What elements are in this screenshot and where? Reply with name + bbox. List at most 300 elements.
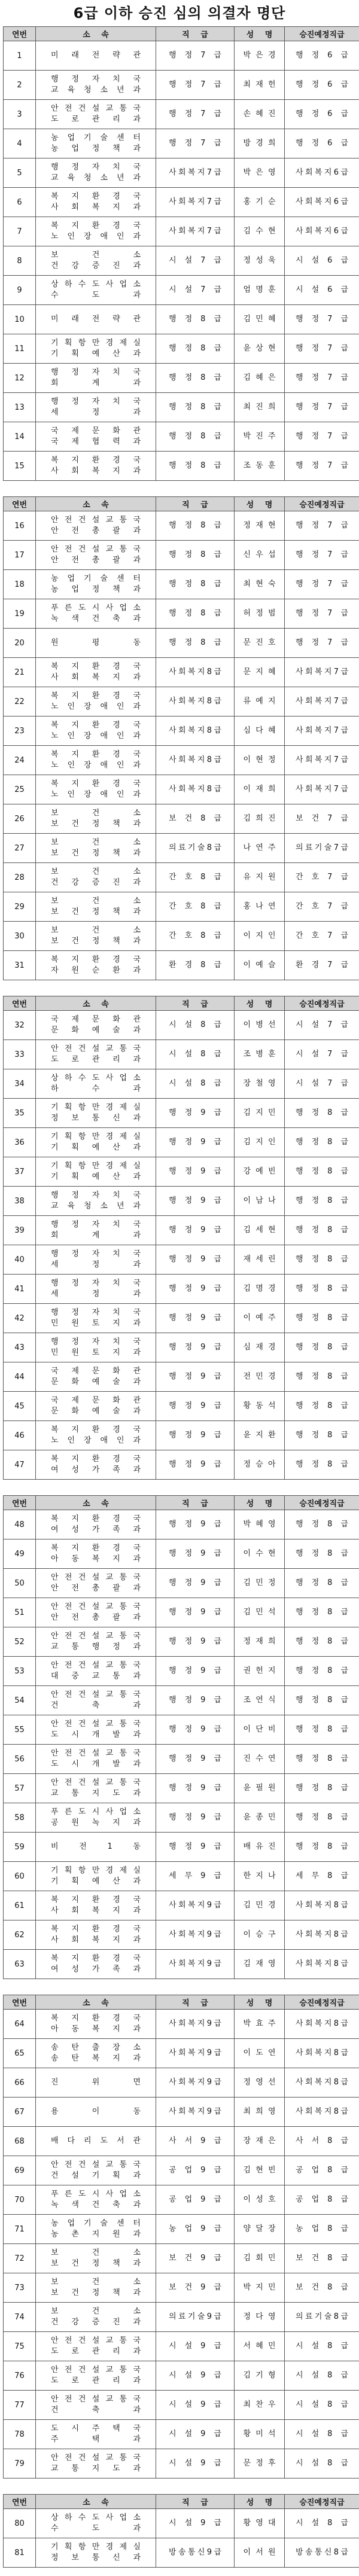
glyph: 건 xyxy=(71,2259,79,2268)
current-rank xyxy=(169,901,221,912)
person-name xyxy=(244,901,276,912)
row-target-rank xyxy=(285,2068,359,2098)
row-number: 23 xyxy=(4,717,36,746)
column-header-affiliation: 소 속 xyxy=(36,1496,156,1510)
target-rank xyxy=(296,2136,348,2147)
row-name xyxy=(235,951,285,980)
glyph: 지 xyxy=(112,1906,120,1915)
glyph: 산 xyxy=(112,1172,120,1181)
glyph: 9 xyxy=(200,1637,206,1646)
row-number: 56 xyxy=(4,1745,36,1774)
person-name xyxy=(244,960,276,971)
row-affiliation xyxy=(36,541,156,570)
glyph: 8 xyxy=(333,1959,339,1968)
affiliation-org xyxy=(51,2365,141,2376)
glyph: 급 xyxy=(214,2136,221,2145)
glyph: 년 xyxy=(116,86,124,94)
glyph: 황 xyxy=(243,2429,251,2438)
glyph: 복 xyxy=(92,203,100,212)
glyph: 설 xyxy=(184,2371,193,2380)
glyph: 도 xyxy=(112,2464,120,2473)
glyph: 정 xyxy=(311,1460,320,1469)
current-rank xyxy=(169,2136,221,2147)
column-header-name: 성 명 xyxy=(235,497,285,511)
person-name xyxy=(244,2518,276,2529)
glyph: 보 xyxy=(51,2278,59,2287)
glyph: 급 xyxy=(214,2283,221,2292)
glyph: 치 xyxy=(112,397,120,406)
row-rank xyxy=(156,158,235,188)
row-target-rank xyxy=(285,1920,359,1950)
row-name xyxy=(235,1539,285,1569)
row-affiliation xyxy=(36,1657,156,1686)
glyph: 축 xyxy=(92,2406,100,2415)
glyph: 급 xyxy=(340,227,348,236)
glyph: 른 xyxy=(64,1807,72,1816)
glyph: 시 xyxy=(71,1760,79,1769)
glyph: 회 xyxy=(305,197,313,206)
target-rank xyxy=(296,1548,348,1559)
glyph: 급 xyxy=(214,1696,221,1705)
glyph: 설 xyxy=(92,1778,100,1787)
glyph: 과 xyxy=(133,2553,141,2562)
row-target-rank xyxy=(285,2361,359,2391)
row-name xyxy=(235,1803,285,1833)
glyph: 농 xyxy=(51,2219,59,2228)
glyph: 국 xyxy=(133,1249,141,1258)
glyph: 수 xyxy=(255,1549,263,1558)
table-row xyxy=(4,2010,359,2039)
glyph: 심 xyxy=(243,1343,251,1352)
glyph: 장 xyxy=(83,790,92,799)
table-row xyxy=(4,1569,359,1598)
glyph: 급 xyxy=(214,1431,221,1440)
affiliation-org xyxy=(51,1220,141,1230)
person-name xyxy=(244,1313,276,1324)
glyph: 행 xyxy=(169,1813,177,1822)
glyph: 행 xyxy=(169,80,177,89)
row-rank xyxy=(156,217,235,246)
affiliation-org xyxy=(51,1249,141,1260)
row-affiliation xyxy=(36,599,156,629)
row-name xyxy=(235,1040,285,1069)
glyph: 후 xyxy=(267,2459,276,2468)
glyph: 업 xyxy=(67,133,75,142)
row-number: 64 xyxy=(4,2010,36,2039)
glyph: 행 xyxy=(169,1842,177,1851)
glyph: 복 xyxy=(187,2107,196,2116)
row-number: 3 xyxy=(4,100,36,129)
glyph: 복 xyxy=(51,750,59,759)
glyph: 9 xyxy=(200,2136,206,2145)
glyph: 도 xyxy=(78,2190,86,2199)
row-affiliation xyxy=(36,511,156,541)
glyph: 예 xyxy=(92,1377,100,1386)
glyph: 회 xyxy=(178,227,186,236)
target-rank xyxy=(296,667,348,678)
glyph: 제 xyxy=(119,1866,127,1875)
glyph: 통 xyxy=(314,2548,323,2557)
glyph: 지 xyxy=(112,1935,120,1944)
glyph: 은 xyxy=(267,373,276,382)
target-rank xyxy=(296,2547,348,2558)
affiliation-org xyxy=(51,1602,141,1612)
affiliation-unit xyxy=(51,760,141,771)
row-rank xyxy=(156,246,235,276)
glyph: 로 xyxy=(71,115,79,124)
glyph: 리 xyxy=(112,2376,120,2385)
glyph: 급 xyxy=(214,580,221,589)
glyph: 경 xyxy=(105,2543,114,2551)
glyph: 이 xyxy=(243,755,251,764)
glyph: 터 xyxy=(133,574,141,583)
affiliation-org xyxy=(51,896,141,907)
glyph: 지 xyxy=(112,467,120,475)
target-rank xyxy=(296,608,348,619)
glyph: 은 xyxy=(255,168,263,177)
current-rank xyxy=(169,285,221,295)
glyph: 급 xyxy=(214,2548,221,2557)
row-number: 38 xyxy=(4,1187,36,1216)
row-number: 32 xyxy=(4,1011,36,1040)
glyph: 급 xyxy=(214,697,221,706)
row-rank xyxy=(156,2127,235,2156)
row-target-rank xyxy=(285,1450,359,1480)
row-affiliation xyxy=(36,1245,156,1275)
affiliation-org xyxy=(51,1161,141,1172)
glyph: 급 xyxy=(214,755,221,764)
glyph: 건 xyxy=(78,1044,86,1053)
glyph: 녹 xyxy=(92,1818,100,1827)
row-target-rank xyxy=(285,305,359,334)
glyph: 만 xyxy=(92,1103,100,1112)
glyph: 재 xyxy=(255,1637,263,1646)
glyph: 설 xyxy=(92,1749,100,1758)
glyph: 설 xyxy=(184,1079,193,1088)
glyph: 행 xyxy=(169,1255,177,1264)
glyph: 인 xyxy=(67,702,75,711)
glyph: 급 xyxy=(340,1108,348,1117)
glyph: 정 xyxy=(71,163,79,172)
glyph: 6 xyxy=(333,197,339,206)
glyph: 지 xyxy=(324,2019,332,2028)
glyph: 송 xyxy=(51,2054,59,2063)
column-header-rank: 직 급 xyxy=(156,996,235,1011)
glyph: 지 xyxy=(71,1455,79,1464)
row-target-rank xyxy=(285,2010,359,2039)
column-header-target: 승진예정직급 xyxy=(285,1995,359,2010)
glyph: 현 xyxy=(267,227,276,236)
glyph: 공 xyxy=(169,2195,177,2204)
table-row xyxy=(4,41,359,71)
glyph: 행 xyxy=(169,109,177,118)
glyph: 족 xyxy=(112,1525,120,1534)
glyph: 과 xyxy=(133,1202,141,1211)
row-target-rank xyxy=(285,922,359,951)
current-rank xyxy=(169,255,221,266)
glyph: 복 xyxy=(314,697,323,706)
current-rank xyxy=(169,1284,221,1294)
glyph: 정 xyxy=(184,1725,193,1734)
glyph: 박 xyxy=(243,51,251,60)
glyph: 괄 xyxy=(112,1613,120,1622)
current-rank xyxy=(169,1459,221,1470)
header-row xyxy=(4,1995,359,2010)
glyph: 필 xyxy=(255,1784,263,1792)
row-target-rank xyxy=(285,246,359,276)
glyph: 급 xyxy=(340,2224,348,2233)
glyph: 급 xyxy=(214,197,221,206)
current-rank xyxy=(169,314,221,325)
glyph: 회 xyxy=(305,2048,313,2057)
row-target-rank xyxy=(285,629,359,658)
glyph: 국 xyxy=(133,2365,141,2374)
affiliation-unit xyxy=(51,1730,141,1740)
glyph: 지 xyxy=(255,1108,263,1117)
row-number: 68 xyxy=(4,2127,36,2156)
table-row xyxy=(4,1598,359,1627)
table-row xyxy=(4,863,359,892)
table-row xyxy=(4,1245,359,1275)
row-name xyxy=(235,1450,285,1480)
glyph: 7 xyxy=(327,461,333,470)
glyph: 정 xyxy=(51,2553,59,2562)
glyph: 경 xyxy=(112,1455,120,1464)
glyph: 경 xyxy=(112,2014,120,2023)
glyph: 시 xyxy=(169,2429,177,2438)
glyph: 8 xyxy=(327,2195,333,2204)
glyph: 환 xyxy=(92,721,100,730)
glyph: 업 xyxy=(119,1074,127,1083)
glyph: 획 xyxy=(71,1143,79,1152)
glyph: 지 xyxy=(71,662,79,671)
glyph: 여 xyxy=(51,1525,59,1534)
row-rank xyxy=(156,2391,235,2420)
glyph: 기 xyxy=(314,2312,323,2321)
glyph: 획 xyxy=(64,339,72,347)
row-affiliation xyxy=(36,1920,156,1950)
person-name xyxy=(244,2019,276,2029)
glyph: 공 xyxy=(296,2166,303,2175)
glyph: 업 xyxy=(67,2219,75,2228)
glyph: 지 xyxy=(197,755,205,764)
glyph: 회 xyxy=(178,726,186,735)
glyph: 행 xyxy=(92,1642,100,1651)
row-affiliation xyxy=(36,1510,156,1539)
glyph: 상 xyxy=(51,1074,59,1083)
glyph: 급 xyxy=(340,1401,348,1410)
glyph: 과 xyxy=(133,1554,141,1563)
glyph: 8 xyxy=(327,2283,333,2292)
glyph: 건 xyxy=(78,516,86,525)
row-number: 16 xyxy=(4,511,36,541)
glyph: 과 xyxy=(133,1231,141,1240)
glyph: 만 xyxy=(92,1162,100,1170)
roster-table xyxy=(3,1495,359,1979)
glyph: 노 xyxy=(51,761,59,770)
glyph: 설 xyxy=(184,2429,193,2438)
glyph: 미 xyxy=(51,51,59,60)
target-rank xyxy=(296,2370,348,2381)
glyph: 리 xyxy=(83,2136,92,2145)
glyph: 7 xyxy=(327,1050,333,1059)
affiliation-org xyxy=(51,808,141,819)
glyph: 통 xyxy=(119,545,127,554)
glyph: 급 xyxy=(214,2078,221,2087)
glyph: 호 xyxy=(184,902,193,911)
row-target-rank xyxy=(285,804,359,834)
affiliation-org xyxy=(51,691,141,702)
table-row xyxy=(4,1333,359,1362)
glyph: 사 xyxy=(296,697,303,706)
glyph: 건 xyxy=(92,809,100,818)
glyph: 김 xyxy=(243,2254,251,2263)
current-rank xyxy=(169,1578,221,1589)
glyph: 공 xyxy=(51,1818,59,1827)
glyph: 책 xyxy=(112,2259,120,2268)
glyph: 인 xyxy=(267,1138,276,1147)
glyph: 가 xyxy=(92,1965,100,1974)
row-affiliation xyxy=(36,334,156,364)
glyph: 김 xyxy=(243,1108,251,1117)
glyph: 지 xyxy=(324,697,332,706)
glyph: 국 xyxy=(51,1015,59,1024)
glyph: 업 xyxy=(311,2166,320,2175)
current-rank xyxy=(169,784,221,795)
glyph: 정 xyxy=(184,1401,193,1410)
row-rank xyxy=(156,41,235,71)
row-affiliation xyxy=(36,1833,156,1862)
glyph: 수 xyxy=(92,1084,100,1093)
target-rank xyxy=(296,755,348,766)
glyph: 급 xyxy=(340,1871,348,1880)
glyph: 행 xyxy=(296,1813,303,1822)
row-name xyxy=(235,2127,285,2156)
glyph: 연 xyxy=(255,843,263,852)
glyph: 8 xyxy=(200,931,206,940)
glyph: 책 xyxy=(112,849,120,858)
glyph: 지 xyxy=(112,1554,120,1563)
glyph: 환 xyxy=(92,955,100,964)
glyph: 통 xyxy=(119,104,127,113)
table-row xyxy=(4,1539,359,1569)
current-rank xyxy=(169,638,221,648)
current-rank xyxy=(169,1929,221,1940)
glyph: 세 xyxy=(169,1871,177,1880)
current-rank xyxy=(169,402,221,413)
glyph: 건 xyxy=(78,1661,86,1670)
glyph: 급 xyxy=(214,285,221,294)
glyph: 8 xyxy=(327,1343,333,1352)
glyph: 급 xyxy=(214,1842,221,1851)
current-rank xyxy=(169,1666,221,1676)
glyph: 행 xyxy=(169,403,177,411)
person-name xyxy=(244,138,276,149)
affiliation-org xyxy=(51,1044,141,1054)
glyph: 설 xyxy=(311,2459,320,2468)
person-name xyxy=(244,931,276,941)
affiliation-unit xyxy=(51,261,141,272)
row-target-rank xyxy=(285,188,359,217)
glyph: 급 xyxy=(214,726,221,735)
glyph: 7 xyxy=(327,961,333,970)
glyph: 회 xyxy=(178,2078,186,2087)
glyph: 서 xyxy=(116,2136,124,2145)
glyph: 주 xyxy=(267,2019,276,2028)
affiliation-unit xyxy=(51,1788,141,1799)
glyph: 정 xyxy=(311,1549,320,1558)
row-rank xyxy=(156,2068,235,2098)
table-header xyxy=(4,1496,359,1510)
glyph: 사 xyxy=(169,1901,177,1910)
glyph: 정 xyxy=(184,1666,193,1675)
glyph: 전 xyxy=(64,1749,72,1758)
glyph: 지 xyxy=(267,697,276,706)
row-target-rank xyxy=(285,511,359,541)
row-rank xyxy=(156,1304,235,1333)
row-number: 10 xyxy=(4,305,36,334)
glyph: 촌 xyxy=(71,2230,79,2239)
glyph: 과 xyxy=(133,2259,141,2268)
glyph: 우 xyxy=(255,550,263,559)
glyph: 시 xyxy=(296,1050,303,1059)
glyph: 원 xyxy=(267,1784,276,1792)
table-row xyxy=(4,1803,359,1833)
target-rank xyxy=(296,2282,348,2293)
glyph: 소 xyxy=(133,809,141,818)
glyph: 세 xyxy=(51,408,59,417)
row-number: 75 xyxy=(4,2332,36,2361)
glyph: 급 xyxy=(214,1401,221,1410)
glyph: 건 xyxy=(51,1701,59,1710)
affiliation-unit xyxy=(51,231,141,242)
glyph: 건 xyxy=(92,897,100,906)
glyph: 보 xyxy=(51,849,59,858)
glyph: 교 xyxy=(51,173,59,182)
row-rank xyxy=(156,2010,235,2039)
glyph: 통 xyxy=(119,1044,127,1053)
target-rank xyxy=(296,50,348,61)
glyph: 급 xyxy=(340,1842,348,1851)
person-name xyxy=(244,843,276,853)
glyph: 주 xyxy=(51,2435,59,2444)
affiliation-unit xyxy=(51,290,141,301)
row-number: 6 xyxy=(4,188,36,217)
glyph: 행 xyxy=(296,51,303,60)
glyph: 급 xyxy=(340,931,348,940)
glyph: 정 xyxy=(311,315,320,324)
person-name xyxy=(244,2253,276,2264)
glyph: 급 xyxy=(340,667,348,676)
glyph: 행 xyxy=(296,1343,303,1352)
glyph: 통 xyxy=(71,2464,79,2473)
glyph: 지 xyxy=(197,2019,205,2028)
glyph: 경 xyxy=(112,456,120,465)
glyph: 과 xyxy=(133,1377,141,1386)
row-target-rank xyxy=(285,746,359,775)
glyph: 행 xyxy=(169,1167,177,1176)
glyph: 혜 xyxy=(255,109,263,118)
glyph: 설 xyxy=(311,2400,320,2409)
glyph: 급 xyxy=(214,1225,221,1234)
glyph: 급 xyxy=(340,1255,348,1264)
glyph: 과 xyxy=(133,849,141,858)
glyph: 술 xyxy=(112,1026,120,1035)
glyph: 과 xyxy=(133,1965,141,1974)
person-name xyxy=(244,1812,276,1823)
glyph: 과 xyxy=(133,1407,141,1416)
row-name xyxy=(235,834,285,863)
